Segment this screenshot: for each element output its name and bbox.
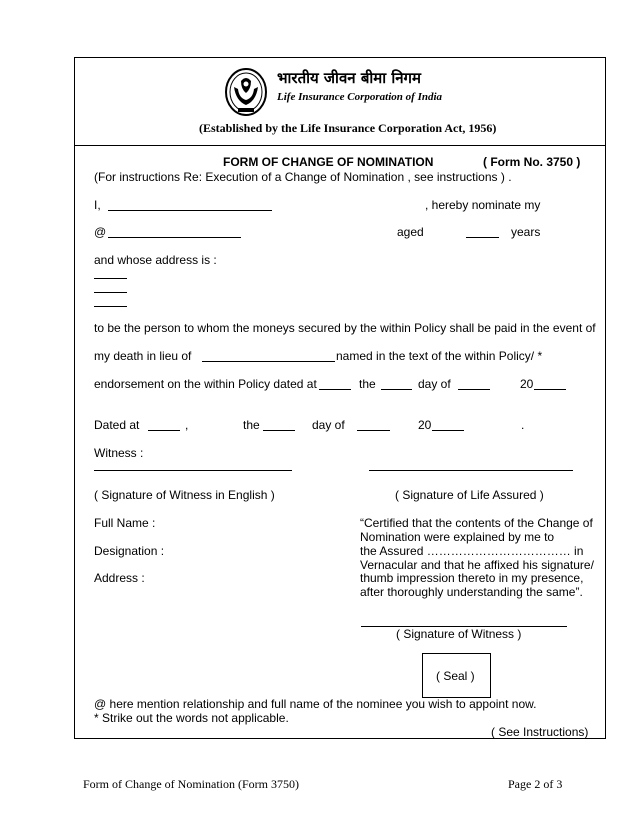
label-dated-year-prefix: 20 bbox=[418, 418, 432, 432]
label-signature-witness-english: ( Signature of Witness in English ) bbox=[94, 488, 275, 502]
witness-signature-line[interactable] bbox=[94, 470, 292, 471]
nominee-age-line[interactable] bbox=[466, 237, 499, 238]
label-i: I, bbox=[94, 198, 101, 212]
paragraph-3-start: endorsement on the within Policy dated at bbox=[94, 377, 317, 391]
paragraph-2-start: my death in lieu of bbox=[94, 349, 192, 363]
established-note: (Established by the Life Insurance Corporation Act, 1956) bbox=[199, 121, 497, 135]
paragraph-1: to be the person to whom the moneys secured by the within Policy shall be paid in the event of bbox=[94, 321, 596, 335]
paragraph-3-day-of: day of bbox=[418, 377, 451, 391]
label-address: and whose address is : bbox=[94, 253, 217, 267]
org-name-hindi: भारतीय जीवन बीमा निगम bbox=[277, 69, 421, 87]
footer-page-number: Page 2 of 3 bbox=[508, 777, 563, 791]
nominee-relation-line[interactable] bbox=[108, 237, 241, 238]
certification-line-2: Nomination were explained by me to bbox=[360, 530, 555, 544]
certification-line-6: after thoroughly understanding the same”. bbox=[360, 585, 583, 599]
label-signature-of-witness: ( Signature of Witness ) bbox=[396, 627, 522, 641]
dated-month-line[interactable] bbox=[357, 430, 390, 431]
footer-form-title: Form of Change of Nomination (Form 3750) bbox=[83, 777, 299, 791]
label-full-name: Full Name : bbox=[94, 516, 156, 530]
instructions-note: (For instructions Re: Execution of a Change of Nomination , see instructions ) . bbox=[94, 170, 512, 184]
label-aged: aged bbox=[397, 225, 424, 239]
certification-line-4: Vernacular and that he affixed his signature/ bbox=[360, 558, 594, 572]
certification-line-5: thumb impression thereto in my presence, bbox=[360, 571, 584, 585]
label-hereby-nominate: , hereby nominate my bbox=[425, 198, 541, 212]
label-dated-day-of: day of bbox=[312, 418, 345, 432]
dated-comma: , bbox=[185, 418, 189, 432]
endorsement-day-line[interactable] bbox=[381, 389, 412, 390]
certification-line-1: “Certified that the contents of the Change of bbox=[360, 516, 593, 530]
label-dated-at: Dated at bbox=[94, 418, 140, 432]
paragraph-3-the: the bbox=[359, 377, 376, 391]
endorsement-place-line[interactable] bbox=[319, 389, 351, 390]
note-strike-out: * Strike out the words not applicable. bbox=[94, 711, 289, 725]
address-line-3[interactable] bbox=[94, 306, 127, 307]
life-assured-signature-line[interactable] bbox=[369, 470, 573, 471]
label-witness-address: Address : bbox=[94, 571, 145, 585]
address-line-2[interactable] bbox=[94, 292, 127, 293]
label-years: years bbox=[511, 225, 541, 239]
previous-nominee-line[interactable] bbox=[202, 361, 335, 362]
see-instructions: ( See Instructions) bbox=[491, 725, 589, 739]
lic-logo-icon bbox=[224, 67, 268, 119]
dated-place-line[interactable] bbox=[148, 430, 180, 431]
certification-line-3: the Assured ……………………………… in bbox=[360, 544, 584, 558]
form-title: FORM OF CHANGE OF NOMINATION bbox=[223, 155, 434, 169]
address-line-1[interactable] bbox=[94, 278, 127, 279]
label-signature-life-assured: ( Signature of Life Assured ) bbox=[395, 488, 544, 502]
endorsement-year-line[interactable] bbox=[534, 389, 566, 390]
nominator-name-line[interactable] bbox=[108, 210, 272, 211]
org-name-english: Life Insurance Corporation of India bbox=[277, 91, 443, 103]
seal-label: ( Seal ) bbox=[436, 669, 475, 683]
label-witness: Witness : bbox=[94, 446, 144, 460]
dated-period: . bbox=[521, 418, 525, 432]
dated-day-line[interactable] bbox=[263, 430, 295, 431]
dated-year-line[interactable] bbox=[432, 430, 464, 431]
paragraph-3-year-prefix: 20 bbox=[520, 377, 534, 391]
header-divider bbox=[74, 145, 606, 146]
note-relationship: @ here mention relationship and full name of the nominee you wish to appoint now. bbox=[94, 697, 537, 711]
form-number: ( Form No. 3750 ) bbox=[483, 155, 581, 169]
paragraph-2-end: named in the text of the within Policy/ * bbox=[336, 349, 543, 363]
label-at: @ bbox=[94, 225, 107, 239]
endorsement-month-line[interactable] bbox=[458, 389, 490, 390]
label-dated-the: the bbox=[243, 418, 260, 432]
label-designation: Designation : bbox=[94, 544, 165, 558]
